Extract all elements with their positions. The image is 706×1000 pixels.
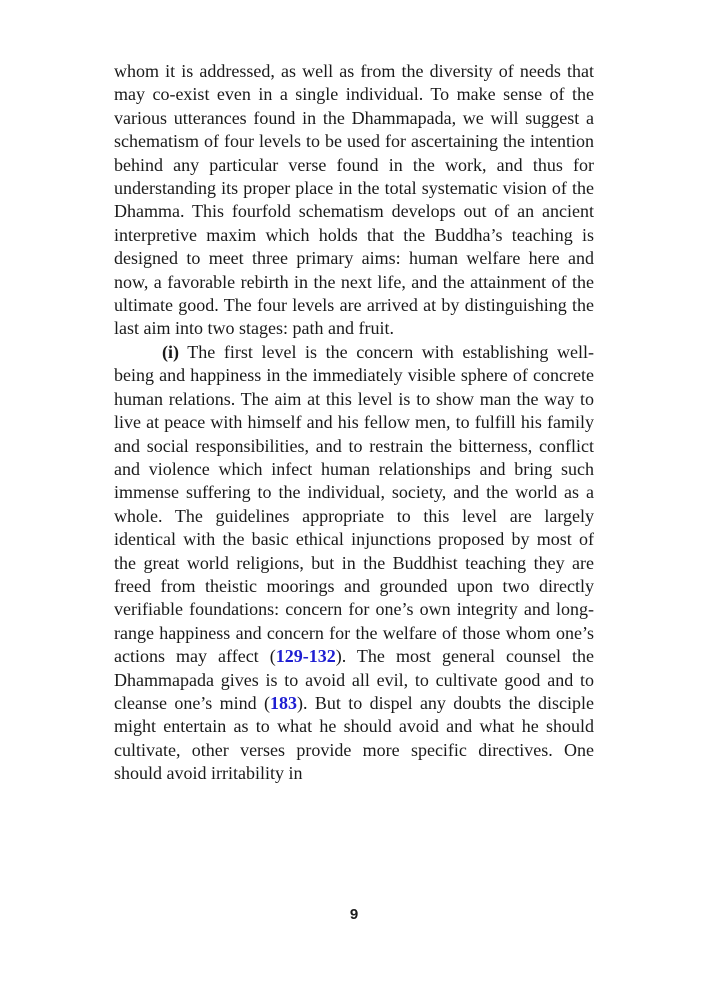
verse-reference-183: 183	[270, 692, 298, 713]
paragraph-level-one	[114, 341, 594, 786]
page-number: 9	[349, 906, 359, 923]
paragraph-intro-text: whom it is addressed, as well as from the diversity of needs that may co-exist even in a single individual. To make sense of the various utterances found in the Dhammapada, we will suggest a schematism of four levels to be used for ascertaining the intention behind any particular verse found in the work, and thus for understanding its proper place in the total systematic vision of the Dhamma. This fourfold schematism develops out of an ancient interpretive maxim which holds that the Buddha’s teaching is designed to meet three primary aims: human welfare here and now, a favorable rebirth in the next life, and the attainment of the ultimate good. The four levels are arrived at by distinguishing the last aim into two stages: path and fruit.	[114, 61, 594, 339]
list-marker-i: (i)	[162, 341, 179, 362]
verse-reference-129-132: 129-132	[275, 646, 336, 667]
paragraph-level-one-text-a: The first level is the concern with establishing well-being and happiness in the immediately visible sphere of concrete human relations. The aim at this level is to show man the way to live at peace with himself and his fellow men, to fulfill his family and social responsibilities, and to restrain the bitterness, conflict and violence which infect human relationships and bring such immense suffering to the individual, society, and the world as a whole. The guidelines appropriate to this level are largely identical with the basic ethical injunctions proposed by most of the great world religions, but in the Buddhist teaching they are freed from theistic moorings and grounded upon two directly verifiable foundations: concern for one’s own integrity and long-range happiness and concern for the welfare of those whom one’s actions may affect (	[114, 341, 594, 667]
paragraph-intro	[114, 60, 594, 341]
body-text	[114, 60, 594, 786]
paragraph-level-one-text-c: ). But to dispel any doubts the disciple might entertain as to what he should avoid and what he should cultivate, other verses provide more specific directives. One should avoid irritability in	[114, 692, 594, 784]
paragraph-level-one-text-b: ). The most general counsel the Dhammapada gives is to avoid all evil, to cultivate good and to cleanse one’s mind (	[114, 646, 594, 713]
